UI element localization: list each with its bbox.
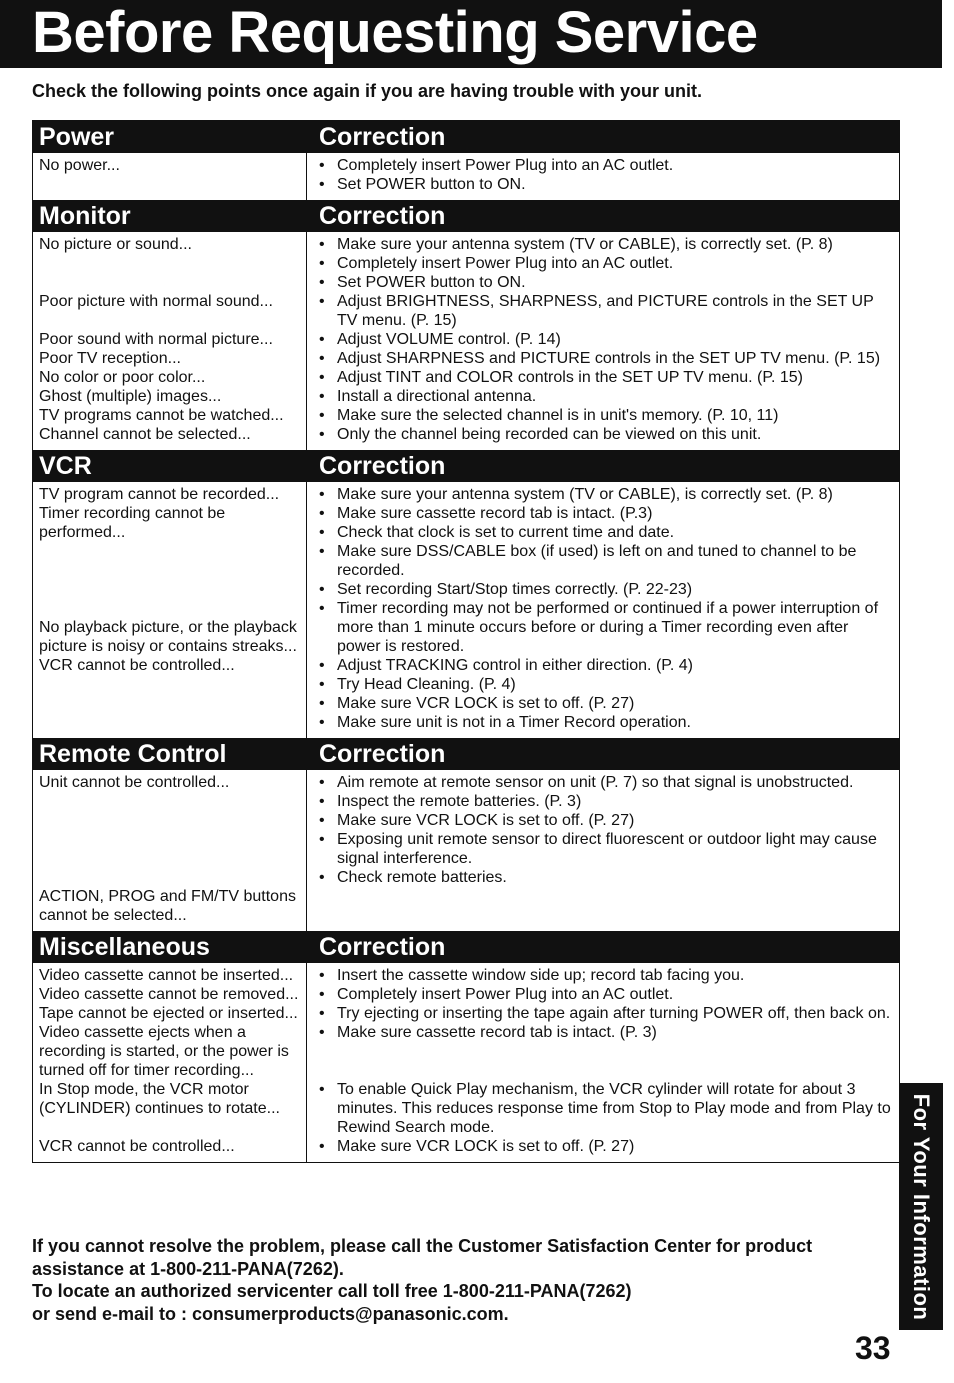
correction-text: Install a directional antenna.	[337, 388, 537, 405]
bullet-icon: •	[319, 486, 325, 503]
bullet-icon: •	[319, 1024, 325, 1041]
correction-item	[319, 254, 895, 273]
correction-item	[319, 830, 895, 868]
correction-item	[319, 580, 895, 599]
correction-text: Make sure your antenna system (TV or CABLE), is correctly set. (P. 8)	[337, 486, 833, 503]
symptom-item: Unit cannot be controlled...	[39, 774, 230, 791]
correction-text: Completely insert Power Plug into an AC outlet.	[337, 255, 674, 272]
bullet-icon: •	[319, 293, 325, 310]
section-heading: Power	[39, 123, 115, 151]
footer-contact	[32, 1235, 892, 1325]
bullet-icon: •	[319, 407, 325, 424]
correction-item	[319, 273, 895, 292]
symptom-column	[33, 482, 307, 738]
bullet-icon: •	[319, 274, 325, 291]
correction-item	[319, 694, 895, 713]
symptom-item: Poor TV reception...	[39, 350, 181, 367]
spacer	[39, 254, 304, 292]
section-body	[33, 770, 899, 931]
section-heading: VCR	[39, 452, 92, 480]
correction-item	[319, 599, 895, 656]
bullet-icon: •	[319, 331, 325, 348]
correction-text: Completely insert Power Plug into an AC outlet.	[337, 986, 674, 1003]
correction-text: Check remote batteries.	[337, 869, 507, 886]
bullet-icon: •	[319, 236, 325, 253]
correction-item	[319, 406, 895, 425]
correction-text: Adjust TRACKING control in either direction. (P. 4)	[337, 657, 693, 674]
correction-text: Make sure VCR LOCK is set to off. (P. 27)	[337, 812, 635, 829]
bullet-icon: •	[319, 812, 325, 829]
correction-text: Aim remote at remote sensor on unit (P. 7) so that signal is unobstructed.	[337, 774, 854, 791]
correction-item	[319, 773, 895, 792]
section-header	[33, 450, 899, 482]
correction-text: Completely insert Power Plug into an AC outlet.	[337, 157, 674, 174]
correction-text: Adjust SHARPNESS and PICTURE controls in the SET UP TV menu. (P. 15)	[337, 350, 881, 367]
bullet-icon: •	[319, 774, 325, 791]
correction-item	[319, 1004, 895, 1023]
symptom-column	[33, 963, 307, 1162]
bullet-icon: •	[319, 157, 325, 174]
symptom-item: Video cassette ejects when a recording is started, or the power is turned off for timer recording...	[39, 1024, 289, 1079]
correction-item	[319, 292, 895, 330]
section-heading: Miscellaneous	[39, 933, 210, 961]
bullet-icon: •	[319, 986, 325, 1003]
bullet-icon: •	[319, 714, 325, 731]
correction-column	[307, 232, 899, 450]
correction-text: Exposing unit remote sensor to direct fluorescent or outdoor light may cause signal interference.	[337, 831, 877, 867]
correction-item	[319, 156, 895, 175]
bullet-icon: •	[319, 581, 325, 598]
correction-text: Only the channel being recorded can be viewed on this unit.	[337, 426, 762, 443]
correction-text: Make sure VCR LOCK is set to off. (P. 27)	[337, 1138, 635, 1155]
correction-text: Adjust BRIGHTNESS, SHARPNESS, and PICTURE controls in the SET UP TV menu. (P. 15)	[337, 293, 874, 329]
correction-item	[319, 349, 895, 368]
correction-item	[319, 966, 895, 985]
correction-text: Try Head Cleaning. (P. 4)	[337, 676, 516, 693]
correction-item	[319, 811, 895, 830]
footer-line-1: If you cannot resolve the problem, please call the Customer Satisfaction Center for product assistance at 1-800-211-PANA(7262).	[32, 1236, 813, 1279]
correction-text: Make sure VCR LOCK is set to off. (P. 27)	[337, 695, 635, 712]
section-heading: Monitor	[39, 202, 131, 230]
symptom-item: Poor picture with normal sound...	[39, 293, 273, 310]
correction-text: Make sure cassette record tab is intact. (P. 3)	[337, 1024, 657, 1041]
page-title: Before Requesting Service	[32, 0, 758, 65]
correction-text: Make sure the selected channel is in unit's memory. (P. 10, 11)	[337, 407, 779, 424]
symptom-item: Ghost (multiple) images...	[39, 388, 222, 405]
bullet-icon: •	[319, 600, 325, 617]
correction-item	[319, 985, 895, 1004]
correction-item	[319, 368, 895, 387]
correction-item	[319, 330, 895, 349]
correction-text: Set POWER button to ON.	[337, 274, 526, 291]
bullet-icon: •	[319, 793, 325, 810]
bullet-icon: •	[319, 1081, 325, 1098]
correction-column	[307, 482, 899, 738]
section-body	[33, 482, 899, 738]
bullet-icon: •	[319, 543, 325, 560]
correction-item	[319, 425, 895, 444]
correction-item	[319, 504, 895, 523]
correction-column	[307, 153, 899, 200]
bullet-icon: •	[319, 1005, 325, 1022]
section-body	[33, 232, 899, 450]
spacer	[39, 542, 304, 618]
correction-heading: Correction	[319, 740, 446, 768]
side-tab	[899, 1083, 943, 1330]
bullet-icon: •	[319, 505, 325, 522]
spacer	[39, 1118, 304, 1137]
bullet-icon: •	[319, 695, 325, 712]
correction-item	[319, 523, 895, 542]
bullet-icon: •	[319, 426, 325, 443]
symptom-item: ACTION, PROG and FM/TV buttons cannot be selected...	[39, 888, 296, 924]
troubleshooting-table	[32, 120, 900, 1163]
symptom-item: Channel cannot be selected...	[39, 426, 251, 443]
correction-heading: Correction	[319, 202, 446, 230]
correction-text: Timer recording may not be performed or continued if a power interruption of more than 1 minute occurs before or during a Timer recording even after power is restored.	[337, 600, 879, 655]
bullet-icon: •	[319, 350, 325, 367]
correction-item	[319, 1080, 895, 1137]
section-header	[33, 738, 899, 770]
correction-text: Set POWER button to ON.	[337, 176, 526, 193]
section-header	[33, 931, 899, 963]
bullet-icon: •	[319, 255, 325, 272]
symptom-item: Video cassette cannot be removed...	[39, 986, 299, 1003]
symptom-item: Tape cannot be ejected or inserted...	[39, 1005, 298, 1022]
correction-item	[319, 1023, 895, 1042]
page-subtitle: Check the following points once again if you are having trouble with your unit.	[32, 81, 703, 101]
section-body	[33, 153, 899, 200]
symptom-item: No power...	[39, 157, 120, 174]
correction-text: To enable Quick Play mechanism, the VCR cylinder will rotate for about 3 minutes. This reduces response time from Stop to Play mode and from Play to Rewind Search mode.	[337, 1081, 891, 1136]
correction-heading: Correction	[319, 123, 446, 151]
symptom-item: TV program cannot be recorded...	[39, 486, 280, 503]
section-heading: Remote Control	[39, 740, 227, 768]
correction-text: Check that clock is set to current time and date.	[337, 524, 675, 541]
bullet-icon: •	[319, 869, 325, 886]
correction-item	[319, 656, 895, 675]
symptom-item: VCR cannot be controlled...	[39, 657, 235, 674]
correction-item	[319, 175, 895, 194]
symptom-item: Video cassette cannot be inserted...	[39, 967, 294, 984]
correction-heading: Correction	[319, 452, 446, 480]
symptom-item: No color or poor color...	[39, 369, 206, 386]
correction-text: Make sure unit is not in a Timer Record operation.	[337, 714, 691, 731]
side-tab-label: For Your Information	[909, 1093, 934, 1320]
correction-text: Inspect the remote batteries. (P. 3)	[337, 793, 582, 810]
correction-column	[307, 963, 899, 1162]
correction-text: Make sure cassette record tab is intact. (P.3)	[337, 505, 653, 522]
correction-item	[319, 542, 895, 580]
correction-heading: Correction	[319, 933, 446, 961]
symptom-item: VCR cannot be controlled...	[39, 1138, 235, 1155]
page-number: 33	[855, 1330, 891, 1366]
bullet-icon: •	[319, 524, 325, 541]
correction-item	[319, 235, 895, 254]
symptom-item: Timer recording cannot be performed...	[39, 505, 226, 541]
section-body	[33, 963, 899, 1162]
symptom-item: Poor sound with normal picture...	[39, 331, 273, 348]
correction-item	[319, 485, 895, 504]
correction-item	[319, 792, 895, 811]
bullet-icon: •	[319, 388, 325, 405]
correction-item	[319, 387, 895, 406]
symptom-item: TV programs cannot be watched...	[39, 407, 284, 424]
correction-text: Adjust VOLUME control. (P. 14)	[337, 331, 561, 348]
symptom-item: In Stop mode, the VCR motor (CYLINDER) continues to rotate...	[39, 1081, 280, 1117]
symptom-item: No picture or sound...	[39, 236, 192, 253]
symptom-column	[33, 770, 307, 931]
bullet-icon: •	[319, 967, 325, 984]
symptom-column	[33, 153, 307, 200]
correction-text: Make sure DSS/CABLE box (if used) is left on and tuned to channel to be recorded.	[337, 543, 857, 579]
correction-text: Adjust TINT and COLOR controls in the SET UP TV menu. (P. 15)	[337, 369, 803, 386]
correction-item	[319, 675, 895, 694]
footer-line-3: or send e-mail to : consumerproducts@panasonic.com.	[32, 1303, 509, 1324]
correction-text: Make sure your antenna system (TV or CABLE), is correctly set. (P. 8)	[337, 236, 833, 253]
bullet-icon: •	[319, 676, 325, 693]
symptom-column	[33, 232, 307, 450]
correction-item	[319, 713, 895, 732]
correction-text: Try ejecting or inserting the tape again after turning POWER off, then back on.	[337, 1005, 891, 1022]
correction-text: Set recording Start/Stop times correctly. (P. 22-23)	[337, 581, 693, 598]
bullet-icon: •	[319, 176, 325, 193]
section-header	[33, 200, 899, 232]
spacer	[319, 1042, 895, 1080]
bullet-icon: •	[319, 369, 325, 386]
symptom-item: No playback picture, or the playback picture is noisy or contains streaks...	[39, 619, 297, 655]
correction-text: Insert the cassette window side up; record tab facing you.	[337, 967, 745, 984]
footer-line-2: To locate an authorized servicenter call toll free 1-800-211-PANA(7262)	[32, 1281, 632, 1301]
bullet-icon: •	[319, 1138, 325, 1155]
bullet-icon: •	[319, 657, 325, 674]
correction-item	[319, 1137, 895, 1156]
correction-column	[307, 770, 899, 931]
correction-item	[319, 868, 895, 887]
section-header	[33, 121, 899, 153]
spacer	[39, 311, 304, 330]
bullet-icon: •	[319, 831, 325, 848]
title-bar	[0, 0, 942, 68]
spacer	[39, 792, 304, 887]
